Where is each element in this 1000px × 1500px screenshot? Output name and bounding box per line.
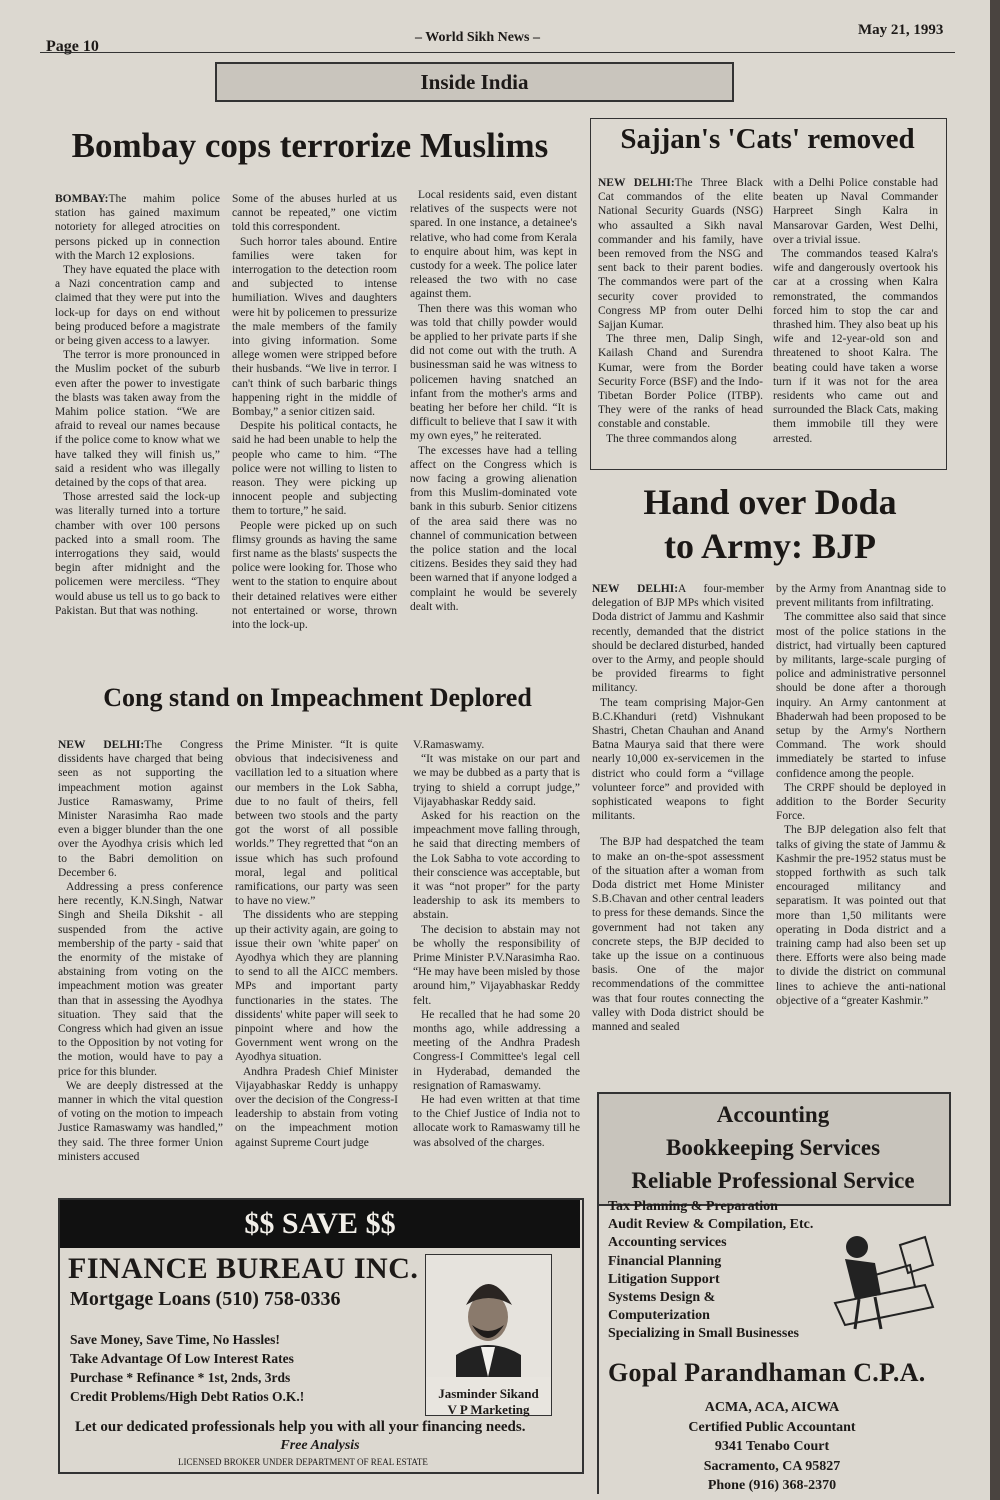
- sajjan-dateline: NEW DELHI:: [598, 177, 675, 189]
- cong-headline: Cong stand on Impeachment Deplored: [103, 683, 532, 712]
- benefit-line: Save Money, Save Time, No Hassles!: [70, 1332, 280, 1347]
- section-banner: Inside India: [215, 62, 734, 102]
- paragraph: We are deeply distressed at the manner in which the vital question of voting on the motion to impeach Justice Ramaswamy was handled,” they said. The three former Union ministers accused: [58, 1079, 223, 1163]
- issue-date: May 21, 1993: [858, 22, 944, 38]
- doda-headline-line-2: to Army: BJP: [664, 526, 876, 566]
- sajjan-column-2: [773, 176, 938, 464]
- finance-benefits: [70, 1330, 304, 1406]
- paragraph: V.Ramaswamy.: [413, 739, 485, 751]
- paragraph: The dissidents who are stepping up their activity again, are going to issue their own 'white paper' on Ayodhya which they are planning to send to all the AICC members. MPs and important party functionaries in the states. The dissidents' white paper will seek to pinpoint where and how the Government went wrong on the Ayodhya situation.: [235, 909, 398, 1064]
- service-line: Financial Planning: [608, 1253, 722, 1269]
- doda-dateline: NEW DELHI:: [592, 583, 679, 595]
- paragraph: Some of the abuses hurled at us cannot be repeated,” one victim told this correspondent.: [232, 193, 397, 234]
- finance-company-name: FINANCE BUREAU INC.: [68, 1252, 419, 1285]
- paragraph: by the Army from Anantnag side to prevent militants from infiltrating.: [776, 583, 946, 610]
- paragraph: “It was mistake on our part and we may be dubbed as a party that is trying to shield a corrupt judge,” Vijayabhaskar Reddy said.: [413, 753, 580, 808]
- paragraph: The decision to abstain may not be wholly the responsibility of Prime Minister P.V.Narasimha Rao. “He may have been misled by those around him,” Vijayabhaskar Reddy felt.: [413, 923, 580, 1007]
- paragraph: Those arrested said the lock-up was literally turned into a torture chamber with over 100 persons packed into a small room. The interrogations they said, would begin after midnight and the policemen were merciless. “They would abuse us tell us to go back to Pakistan. But that was nothing.: [55, 491, 220, 617]
- finance-ad-banner: $$ SAVE $$: [60, 1200, 580, 1248]
- accountant-credentials: ACMA, ACA, AICWA: [704, 1400, 840, 1415]
- doda-column-1: [592, 582, 764, 1072]
- finance-tagline: Let our dedicated professionals help you with all your financing needs.: [75, 1419, 526, 1435]
- page-number: Page 10: [46, 38, 99, 55]
- person-photo: [426, 1255, 551, 1377]
- paragraph: Then there was this woman who was told that chilly powder would be applied to her private parts if she did not come out with the truth. A businessman said he was witness to policemen having snatched an infant from the mother's arms and beating her before her child. “It is difficult to believe that I saw it with my own eyes,” he reiterated.: [410, 302, 577, 443]
- benefit-line: Credit Problems/High Debt Ratios O.K.!: [70, 1389, 305, 1404]
- person-title: V P Marketing: [447, 1402, 530, 1417]
- paragraph: They have equated the place with a Nazi concentration camp and claimed that they were put into the lock-up for days on end without being produced before a magistrate or being given access to a lawyer.: [55, 264, 220, 348]
- paragraph: Despite his political contacts, he said he had been unable to help the people who came to him. “The police were not willing to listen to reason. They were picking up innocent people and subjecting them to torture,” he said.: [232, 420, 397, 518]
- service-line: Tax Planning & Preparation: [608, 1199, 778, 1214]
- bombay-headline: Bombay cops terrorize Muslims: [71, 126, 549, 165]
- accountant-illustration: [815, 1225, 940, 1335]
- service-line: Litigation Support: [608, 1271, 720, 1287]
- doda-headline-line-1: Hand over Doda: [643, 482, 897, 522]
- paragraph: The committee also said that since most of the police stations in the district, had virtually been captured by militants, large-scale purging of police and administrative personnel should be done after a thorough inquiry. An Army cantonment at Bhaderwah had been proposed to be setup by the Army's Northern Command. The work should immediately be started to infuse confidence among the people.: [776, 611, 946, 780]
- service-line: Accounting services: [608, 1235, 727, 1251]
- finance-phone: Mortgage Loans (510) 758-0336: [70, 1288, 341, 1310]
- bombay-column-2: [232, 192, 397, 672]
- paragraph: with a Delhi Police constable had beaten up Naval Commander Harpreet Singh Kalra in Mansarovar Garden, West Delhi, over a trivial issue.: [773, 177, 938, 246]
- paragraph: Asked for his reaction on the impeachment move falling through, he said that directing members of the Lok Sabha to vote according to their conscience was acceptable, but it was “not proper” for the party leadership to ask its members to abstain.: [413, 810, 580, 922]
- paragraph: The three commandos along: [606, 432, 737, 445]
- paragraph: People were picked up on such flimsy grounds as having the same first name as the blasts' suspects the police were looking for. Those who went to the station to enquire about their detained relatives were either not entertained or worse, thrown into the lock-up.: [232, 519, 397, 632]
- cong-column-3: [413, 738, 580, 1178]
- paragraph: The commandos teased Kalra's wife and dangerously overtook his car at a crossing when Kalra remonstrated, the commandos forced him to stop the car and thrashed him. They also beat up his wife and 12-year-old son and threatened to shoot Kalra. The beating could have taken a worse turn if it was not for the area residents who came out and surrounded the Black Cats, making them immobile till they were arrested.: [773, 248, 938, 445]
- sajjan-column-1: [598, 176, 763, 464]
- paragraph: Such horror tales abound. Entire families were taken for interrogation to the detection room and subjected to intense humiliation. Wives and daughters were hit by policemen to pressurize the male members of the family into giving information. Some allege women were stripped before their husbands. “We live in terror. I can't think of such barbaric things happening right in the middle of Bombay,” a senior citizen said.: [232, 235, 397, 419]
- bombay-column-1: [55, 192, 220, 672]
- sajjan-headline: Sajjan's 'Cats' removed: [620, 123, 915, 155]
- accountant-address-line: Sacramento, CA 95827: [703, 1458, 841, 1474]
- accountant-name: Gopal Parandhaman C.P.A.: [608, 1358, 926, 1387]
- paragraph: The CRPF should be deployed in addition to the Border Security Force.: [776, 781, 946, 823]
- service-line: Specializing in Small Businesses: [608, 1326, 799, 1342]
- page-edge: [990, 0, 1000, 1500]
- paragraph: The Three Black Cat commandos of the elite National Security Guards (NSG) who assaulted a Sikh naval commander and his family, have been removed from the NSG and sent back to their parent bodies. The commandos were part of the security cover provided to Congress MP from outer Delhi Sajjan Kumar.: [598, 177, 763, 332]
- person-photo-frame: [425, 1254, 552, 1416]
- doda-column-2: [776, 582, 946, 1072]
- paragraph: The three men, Dalip Singh, Kailash Chand and Surendra Kumar, were from the Border Security Force (BSF) and the Indo-Tibetan Border Police (ITBP). They were of the ranks of head constable and constable.: [598, 333, 763, 431]
- bombay-dateline: BOMBAY:: [55, 193, 109, 205]
- benefit-line: Purchase * Refinance * 1st, 2nds, 3rds: [70, 1370, 291, 1385]
- benefit-line: Take Advantage Of Low Interest Rates: [70, 1351, 294, 1366]
- person-name: Jasminder Sikand: [438, 1386, 539, 1401]
- paragraph: The excesses have had a telling affect on the Congress which is now facing a growing alienation from this Muslim-dominated vote bank in this suburb. Senior citizens of the area said there was no channel of communication between the police station and the local citizens. Besides they said they had been warned that if anyone lodged a complaint he would be severely dealt with.: [410, 444, 577, 613]
- bombay-column-3: [410, 188, 577, 668]
- paragraph: Local residents said, even distant relatives of the suspects were not spared. In one instance, a detainee's relative, who had come from Kerala to enquire about him, was kept in custody for a week. The police later released the two with no case against them.: [410, 189, 577, 301]
- header-rule: [40, 52, 955, 53]
- accountant-role: Certified Public Accountant: [688, 1419, 856, 1435]
- service-line: Systems Design &: [608, 1290, 716, 1306]
- cong-column-1: [58, 738, 223, 1178]
- masthead: – World Sikh News –: [415, 30, 540, 45]
- accounting-title-line: Reliable Professional Service: [631, 1168, 915, 1193]
- paragraph: The terror is more pronounced in the Muslim pocket of the suburb even after the power to investigate the blasts was taken away from the Mahim police station. “We are afraid to reveal our names because if the police come to know what we have talked they will finish us,” said a resident who was illegally detained by the cops of that area.: [55, 349, 220, 490]
- service-line: Audit Review & Compilation, Etc.: [608, 1217, 814, 1233]
- accountant-address-line: 9341 Tenabo Court: [714, 1439, 830, 1454]
- paragraph: The Congress dissidents have charged that being seen as not supporting the impeachment motion against Justice Ramaswamy, Prime Minister Narasimha Rao made even a bigger blunder than the one over the Ayodhya crisis which led to the Babri demolition on December 6.: [58, 739, 223, 879]
- paragraph: The team comprising Major-Gen B.C.Khanduri (retd) Vishnukant Shastri, Chetan Chauhan and Anand Batna Maurya said that there were nearly 10,000 ex-servicemen in the district who could form a “village volunteer force” and provided with sophisticated weapons to fight militants.: [592, 696, 764, 823]
- service-line: Computerization: [608, 1308, 710, 1324]
- paragraph: The BJP had despatched the team to make an on-the-spot assessment of the situation after a woman from Doda district met Home Minister S.B.Chavan and other central leaders to press for these demands. Since the government had not taken any concrete steps, the BJP decided to take up the issue on a continuous basis. One of the major recommendations of the committee was that four routes connecting the valley with Doda district should be manned and sealed: [592, 836, 764, 1034]
- accounting-title: [597, 1098, 949, 1197]
- accounting-title-line: Accounting: [716, 1102, 830, 1127]
- paragraph: He recalled that he had some 20 months ago, while addressing a meeting of the Andhra Pradesh Congress-I Committee's legal cell in Hyderabad, demanded the resignation of Ramaswamy.: [413, 1008, 580, 1092]
- finance-free-analysis: Free Analysis: [280, 1438, 360, 1453]
- paragraph: the Prime Minister. “It is quite obvious that indecisiveness and vacillation led to a situation where our members in the Lok Sabha, due to no fault of theirs, fell between two stools and the party got the worst of all possible worlds.” They regretted that “on an issue which has such profound moral, legal and political ramifications, our party was seen to have no view.”: [235, 739, 398, 908]
- accountant-phone: Phone (916) 368-2370: [707, 1478, 837, 1493]
- accounting-title-line: Bookkeeping Services: [665, 1135, 881, 1160]
- accountant-details: [597, 1398, 947, 1496]
- paragraph: The BJP delegation also felt that talks of giving the state of Jammu & Kashmir the pre-1952 status must be stopped forthwith as such talk encouraged militancy and separatism. It was pointed out that more than 1,50 militants were operating in Doda district and a training camp had also been set up there. Efforts were also being made to divide the district on communal lines to achieve the anti-national objective of a “greater Kashmir.”: [776, 824, 946, 1007]
- paragraph: He had even written at that time to the Chief Justice of India not to allocate work to Ramaswamy till he was absolved of the charges.: [413, 1094, 580, 1149]
- paragraph: A four-member delegation of BJP MPs which visited Doda district of Jammu and Kashmir recently, demanded that the district should be declared disturbed, handed over to the Army, and people should be provided firearms to fight militancy.: [592, 583, 764, 695]
- finance-license: LICENSED BROKER UNDER DEPARTMENT OF REAL ESTATE: [178, 1457, 428, 1467]
- cong-dateline: NEW DELHI:: [58, 739, 145, 751]
- cong-column-2: [235, 738, 398, 1178]
- paragraph: The mahim police station has gained maximum notoriety for alleged atrocities on persons picked up in connection with the March 12 explosions.: [55, 193, 220, 262]
- accounting-services: [608, 1198, 813, 1344]
- paragraph: Addressing a press conference here recently, K.N.Singh, Natwar Singh and Sheila Dikshit - all suspended from the active membership of the party - said that the enormity of the mistake of abstaining from voting on the impeachment motion was greater than that in assessing the Ayodhya situation. They said that the Congress which had given an issue to the Opposition by not voting for the motion, would have to pay a price for this blunder.: [58, 881, 223, 1078]
- doda-headline: [600, 480, 940, 568]
- paragraph: Andhra Pradesh Chief Minister Vijayabhaskar Reddy is unhappy over the decision of the Congress-I leadership to abstain from voting on the impeachment motion against Supreme Court judge: [235, 1065, 398, 1149]
